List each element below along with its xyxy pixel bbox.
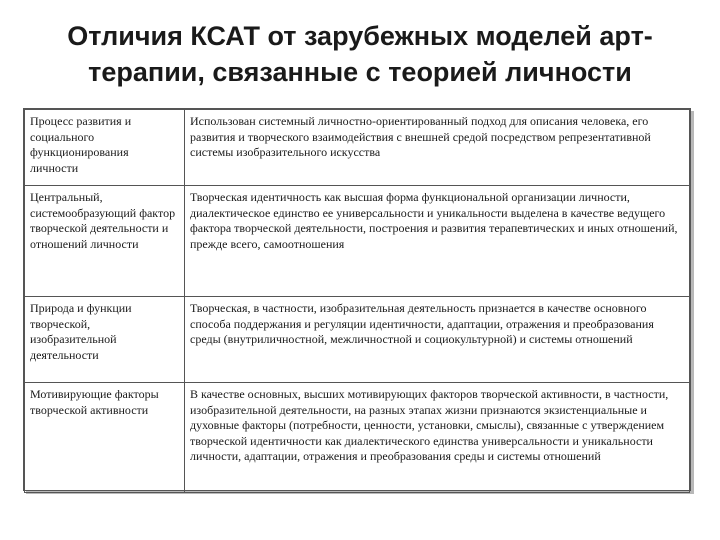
table-row xyxy=(25,186,690,297)
row-aspect-cell: Процесс развития и социального функционирования личности xyxy=(25,110,185,186)
row-description-cell: Творческая идентичность как высшая форма функциональной организации личности, диалектическое единство ее универсальности и уникальности выделена в качестве ведущего фактора творческой деятельности, построения и развития терапевтических и иных отношений, прежде всего, самоотношения xyxy=(185,186,690,297)
row-description-cell: Творческая, в частности, изобразительная деятельность признается в качестве основного способа поддержания и регуляции идентичности, адаптации, отражения и преобразования среды (внутриличностной, межличностной и социокультурной) и системы отношений xyxy=(185,297,690,383)
comparison-table xyxy=(23,108,691,491)
row-description-cell: В качестве основных, высших мотивирующих факторов творческой активности, в частности, изобразительной деятельности, на разных этапах жизни признаются экзистенциальные и духовные факторы (потребности, ценности, установки, смыслы), связанные с утверждением творческой идентичности как диалектического единства универсальности и уникальности личности, адаптации, отражения и преобразования среды и системы отношений xyxy=(185,383,690,493)
row-aspect-cell: Природа и функции творческой, изобразительной деятельности xyxy=(25,297,185,383)
table-row xyxy=(25,383,690,493)
row-aspect-cell: Центральный, системообразующий фактор творческой деятельности и отношений личности xyxy=(25,186,185,297)
row-description-cell: Использован системный личностно-ориентированный подход для описания человека, его развития и творческого взаимодействия с внешней средой посредством репрезентативной системы изобразительного искусства xyxy=(185,110,690,186)
slide-title: Отличия КСАТ от зарубежных моделей арт-терапии, связанные с теорией личности xyxy=(67,21,653,87)
comparison-table-grid xyxy=(24,109,690,493)
table-row xyxy=(25,297,690,383)
row-aspect-cell: Мотивирующие факторы творческой активности xyxy=(25,383,185,493)
table-row xyxy=(25,110,690,186)
